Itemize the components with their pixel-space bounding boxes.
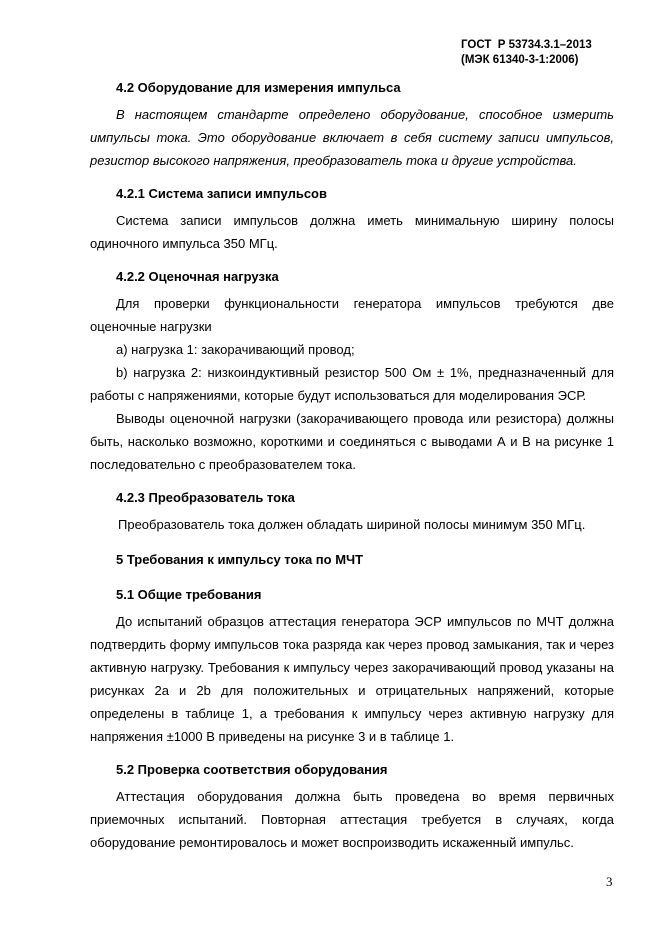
paragraph-5-2: Аттестация оборудования должна быть проведена во время первичных приемочных испытаний. Повторная аттестация требуется в случаях, когда оборудование ремонтировалось и может воспроизводить искаженный импульс.: [90, 789, 614, 850]
page-number: 3: [606, 874, 613, 889]
paragraph-5-1: До испытаний образцов аттестация генератора ЭСР импульсов по МЧТ должна подтвердить форму импульсов тока разряда как через провод замыкания, так и через активную нагрузку. Требования к импульсу через закорачивающий провод указаны на рисунках 2a и 2b для положительных и отрицательных напряжений, которые определены в таблице 1, а требования к импульсу через активную нагрузку для напряжения ±1000 В приведены на рисунке 3 и в таблице 1.: [90, 614, 614, 744]
heading-5-2: 5.2 Проверка соответствия оборудования: [116, 762, 388, 777]
iec-reference: (МЭК 61340-3-1:2006): [461, 54, 579, 66]
paragraph-4-2-2-intro: Для проверки функциональности генератора импульсов требуются две оценочные нагрузки: [90, 296, 614, 334]
list-item-a: a) нагрузка 1: закорачивающий провод;: [116, 342, 355, 357]
document-header: [461, 38, 592, 68]
page-body: [90, 76, 614, 854]
paragraph-4-2: В настоящем стандарте определено оборудование, способное измерить импульсы тока. Это оборудование включает в себя систему записи импульсов, резистор высокого напряжения, преобразователь тока и другие устройства.: [90, 107, 614, 168]
heading-4-2: 4.2 Оборудование для измерения импульса: [116, 80, 401, 95]
paragraph-4-2-2-leads: Выводы оценочной нагрузки (закорачивающего провода или резистора) должны быть, насколько возможно, короткими и соединяться с выводами А и В на рисунке 1 последовательно с преобразователем тока.: [90, 411, 614, 472]
heading-5: 5 Требования к импульсу тока по МЧТ: [116, 552, 364, 567]
standard-number: ГОСТ Р 53734.3.1–2013: [461, 39, 592, 51]
heading-5-1: 5.1 Общие требования: [116, 587, 262, 602]
paragraph-4-2-3: Преобразователь тока должен обладать шириной полосы минимум 350 МГц.: [118, 517, 586, 532]
paragraph-4-2-1: Система записи импульсов должна иметь минимальную ширину полосы одиночного импульса 350 МГц.: [90, 213, 614, 251]
heading-4-2-2: 4.2.2 Оценочная нагрузка: [116, 269, 279, 284]
heading-4-2-1: 4.2.1 Система записи импульсов: [116, 186, 327, 201]
heading-4-2-3: 4.2.3 Преобразователь тока: [116, 490, 295, 505]
list-item-b: b) нагрузка 2: низкоиндуктивный резистор 500 Ом ± 1%, предназначенный для работы с напряжениями, которые будут использоваться для моделирования ЭСР.: [90, 365, 614, 403]
